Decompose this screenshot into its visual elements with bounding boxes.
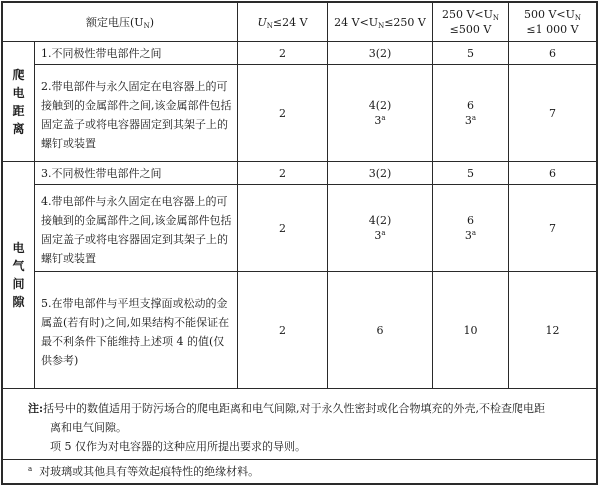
row2-v3-insulation: 3$^a$ <box>464 114 477 127</box>
row4-v4: 7 <box>549 221 556 235</box>
row2-v2-insulation: 3$^a$ <box>374 114 386 127</box>
row3-v4: 6 <box>549 166 556 180</box>
row3-v2: 3(2) <box>368 166 392 180</box>
row5-description: 5.在带电部件与平坦支撑面或松动的金属盖(若有时)之间,如果结构不能保证在最不利条件下能维持上述项 4 的值(仅供参考) <box>41 296 230 367</box>
row3-v1: 2 <box>279 166 286 180</box>
table-body-rule <box>1 388 598 389</box>
row4-v1: 2 <box>279 221 286 235</box>
row5-v1: 2 <box>279 323 286 337</box>
row1-v3: 5 <box>467 46 474 60</box>
table-border-right <box>596 1 598 485</box>
group-label-creepage: 爬电距离 <box>12 67 25 136</box>
row4-description: 4.带电部件与永久固定在电容器上的可接触到的金属部件之间,该金属部件包括固定盖子或将电容器固定到其架子上的螺钉或装置 <box>41 194 232 265</box>
row5-v2: 6 <box>376 323 384 337</box>
row2-description: 2.带电部件与永久固定在电容器上的可接触到的金属部件之间,该金属部件包括固定盖子或将电容器固定到其架子上的螺钉或装置 <box>41 79 232 150</box>
row4-v2 <box>328 185 432 271</box>
footnote-mark: a <box>28 465 33 473</box>
row1-description: 1.不同极性带电部件之间 <box>41 46 162 60</box>
row2-v3 <box>433 65 508 161</box>
group-label-clearance: 电气间隙 <box>12 241 25 309</box>
note-line-2: 离和电气间隙。 <box>50 421 127 434</box>
row4-v2-insulation: 3$^a$ <box>374 229 386 242</box>
row1-v2: 3(2) <box>368 46 392 60</box>
note-line-3: 项 5 仅作为对电容器的这种应用所提出要求的导则。 <box>50 440 306 453</box>
row2-v2 <box>328 65 432 161</box>
header-col-le24v: $U_N\le 24$ V <box>257 15 308 30</box>
row2-v1: 2 <box>279 106 286 120</box>
row4-v2-polluted: 4(2) <box>368 214 392 227</box>
row5-v3: 10 <box>463 323 478 337</box>
row4-v3 <box>433 185 508 271</box>
row2-v3-main: 6 <box>467 99 474 112</box>
row2-v4: 7 <box>549 106 556 120</box>
header-rated-voltage: 额定电压$(U_N)$ <box>86 15 154 30</box>
header-col-500-1000v: 500 $V<U_N$ ≤1 000 V <box>523 8 582 36</box>
note-label: 注: <box>28 402 44 415</box>
row2-v2-polluted: 4(2) <box>368 99 392 112</box>
footnote: $^a$ 对玻璃或其他具有等效起痕特性的绝缘材料。 <box>28 465 260 478</box>
row4-v3-insulation: 3$^a$ <box>464 229 477 242</box>
row1-v1: 2 <box>279 46 286 60</box>
row1-v4: 6 <box>549 46 556 60</box>
note-line-1: 注:括号中的数值适用于防污场合的爬电距离和电气间隙,对于永久性密封或化合物填充的外壳,不检查爬电距 <box>28 402 546 415</box>
header-col-24-250v: 24 $V<U_N\le 250$ V <box>334 15 426 30</box>
table-border-bottom <box>1 483 598 485</box>
row3-v3: 5 <box>467 166 474 180</box>
footnote-rule <box>1 459 598 460</box>
header-col-250-500v: 250 $V<U_N$ ≤500 V <box>441 8 500 36</box>
row5-v4: 12 <box>545 323 560 337</box>
row3-description: 3.不同极性带电部件之间 <box>41 166 162 180</box>
row4-v3-main: 6 <box>467 214 474 227</box>
